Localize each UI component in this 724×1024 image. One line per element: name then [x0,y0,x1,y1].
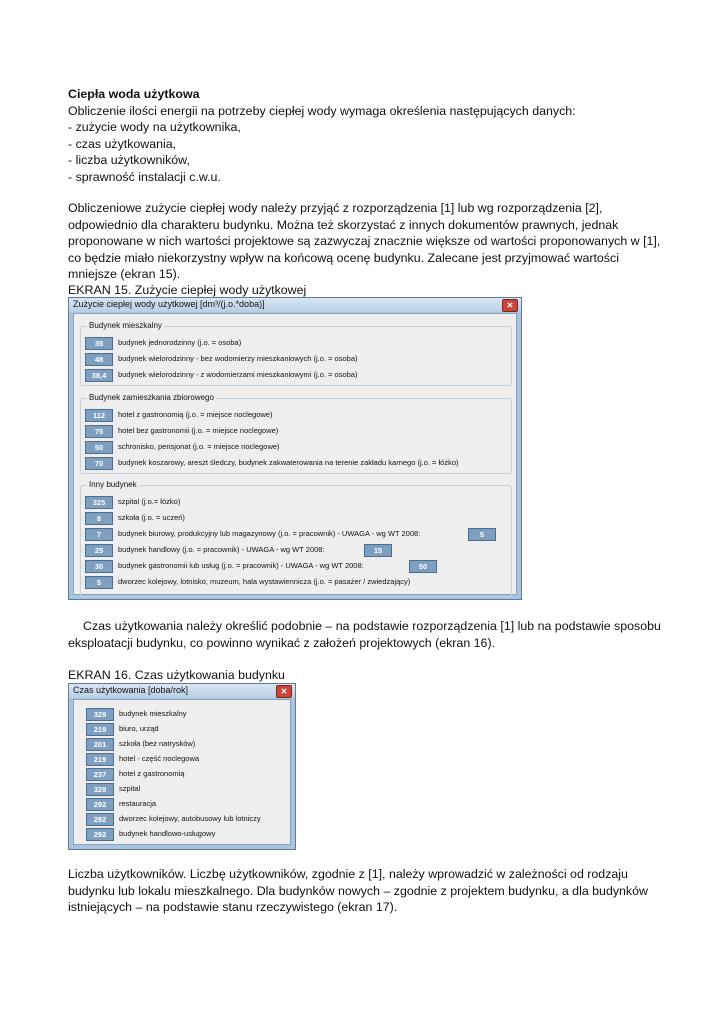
row-label: hotel bez gastronomii (j.o. = miejsce noclegowe) [118,426,279,435]
list-item [86,723,286,735]
paragraph [68,866,668,916]
paragraph [68,200,668,283]
list-item [86,828,286,840]
list-item [86,813,286,825]
row-label: budynek wielorodzinny - z wodomierzami mieszkaniowymi (j.o. = osoba) [118,370,358,379]
value-field[interactable]: 7 [85,528,113,541]
list-item [85,496,505,508]
group-residential [80,321,512,386]
group-other [80,480,512,597]
list-item [85,457,505,469]
value-field[interactable]: 201 [86,738,114,751]
row-label: hotel z gastronomią (j.o. = miejsce noclegowe) [118,410,273,419]
row-label: budynek gastronomii lub usług (j.o. = pracownik) - UWAGA - wg WT 2008: [118,561,364,570]
group-collective [80,393,512,474]
value-field[interactable]: 48 [85,353,113,366]
group-label: Inny budynek [89,480,137,489]
value-field[interactable]: 329 [86,708,114,721]
list-item [85,369,505,381]
value-field[interactable]: 325 [85,496,113,509]
titlebar[interactable] [69,298,521,312]
row-label: szkoła (bez natrysków) [119,739,196,748]
list-item [86,768,286,780]
close-icon[interactable]: ✕ [502,299,518,312]
wt2008-value-field[interactable]: 15 [364,544,392,557]
caption-text: EKRAN 16. Czas użytkowania budynku [68,668,285,682]
usage-time-dialog [68,683,296,850]
value-field[interactable]: 219 [86,753,114,766]
list-item [85,560,505,572]
caption-text: EKRAN 15. Zużycie ciepłej wody użytkowej [68,283,307,297]
row-label: biuro, urząd [119,724,159,733]
wt2008-value-field[interactable]: 5 [468,528,496,541]
group-label: Budynek mieszkalny [89,321,162,330]
value-field[interactable]: 70 [85,457,113,470]
paragraph-text: Czas użytkowania należy określić podobnie – na podstawie rozporządzenia [1] lub na podstawie sposobu eksploatacji budynku, co powinno wynikać z założeń projektowych (ekran 16). [68,619,661,650]
row-label: budynek wielorodzinny - bez wodomierzy mieszkaniowych (j.o. = osoba) [118,354,358,363]
list-item [86,753,286,765]
dialog-title: Zużycie ciepłej wody użytkowej [dm³/(j.o.*doba)] [73,299,265,309]
row-label: budynek handlowy (j.o. = pracownik) - UWAGA - wg WT 2008: [118,545,325,554]
value-field[interactable]: 50 [85,441,113,454]
value-field[interactable]: 112 [85,409,113,422]
paragraph-text: Obliczeniowe zużycie ciepłej wody należy przyjąć z rozporządzenia [1] lub wg rozporządzenia [2], odpowiednio dla charakteru budynku. Można też skorzystać z innych dokumentów prawnych, jednak proponowane w nich wartości projektowe są zazwyczaj znacznie większe od wartości proponowanych w [1], co będzie miało niekorzystny wpływ na końcową ocenę budynku. Zalecane jest przyjmować wartości mniejsze (ekran 15). [68,201,661,282]
list-item [85,337,505,349]
row-label: budynek biurowy, produkcyjny lub magazynowy (j.o. = pracownik) - UWAGA - wg WT 2008: [118,529,421,538]
list-item [85,528,505,540]
value-field[interactable]: 8 [85,512,113,525]
value-field[interactable]: 35 [85,337,113,350]
value-field[interactable]: 75 [85,425,113,438]
row-label: szpital (j.o.= łóżko) [118,497,181,506]
list-item [86,798,286,810]
list-item: - zużycie wody na użytkownika, [68,120,241,135]
value-field[interactable]: 25 [85,544,113,557]
row-label: szpital [119,784,141,793]
row-label: szkoła (j.o. = uczeń) [118,513,185,522]
value-field[interactable]: 292 [86,828,114,841]
list-item [85,409,505,421]
row-label: schronisko, pensjonat (j.o. = miejsce noclegowe) [118,442,280,451]
group-label: Budynek zamieszkania zbiorowego [89,393,214,402]
list-item [85,576,505,588]
section-1 [68,86,668,186]
list-item [86,738,286,750]
row-label: budynek mieszkalny [119,709,187,718]
row-label: restauracja [119,799,157,808]
close-icon[interactable]: ✕ [276,685,292,698]
list-item [85,425,505,437]
list-item: - sprawność instalacji c.w.u. [68,169,221,184]
row-label: budynek jednorodzinny (j.o. = osoba) [118,338,242,347]
dialog-title: Czas użytkowania [doba/rok] [73,685,189,695]
row-label: dworzec kolejowy, autobusowy lub lotniczy [119,814,261,823]
list-item: - liczba użytkowników, [68,153,190,168]
list-item [86,708,286,720]
titlebar[interactable] [69,684,295,698]
list-item [85,441,505,453]
value-field[interactable]: 237 [86,768,114,781]
list-item [85,544,505,556]
value-field[interactable]: 329 [86,783,114,796]
row-label: budynek handlowo-usługowy [119,829,216,838]
heading: Ciepła woda użytkowa [68,87,200,101]
wt2008-value-field[interactable]: 50 [409,560,437,573]
caption-screen-16 [68,667,668,684]
list-item [85,512,505,524]
paragraph-text: Liczba użytkowników. Liczbę użytkowników, zgodnie z [1], należy wprowadzić w zależności od rodzaju budynku lub lokalu mieszkalnego. Dla budynków nowych – zgodnie z projektem budynku, a dla budynków istniejących – na podstawie stanu rzeczywistego (ekran 17). [68,867,648,915]
row-label: hotel z gastronomią [119,769,185,778]
list-item [85,353,505,365]
value-field[interactable]: 38,4 [85,369,113,382]
row-label: budynek koszarowy, areszt śledczy, budynek zakwaterowania na terenie zakładu karnego (j.o. = łóżko) [118,458,459,467]
value-field[interactable]: 292 [86,813,114,826]
value-field[interactable]: 5 [85,576,113,589]
paragraph [68,618,668,651]
row-label: hotel - część noclegowa [119,754,200,763]
row-label: dworzec kolejowy, lotnisko, muzeum, hala wystawiennicza (j.o. = pasażer / zwiedzający) [118,577,411,586]
intro-text: Obliczenie ilości energii na potrzeby ciepłej wody wymaga określenia następujących danych: [68,103,576,118]
list-item [86,783,286,795]
list-item: - czas użytkowania, [68,136,177,151]
value-field[interactable]: 292 [86,798,114,811]
dialog-client [73,313,517,595]
value-field[interactable]: 30 [85,560,113,573]
value-field[interactable]: 219 [86,723,114,736]
dialog-client [73,699,291,845]
water-usage-dialog [68,297,522,600]
